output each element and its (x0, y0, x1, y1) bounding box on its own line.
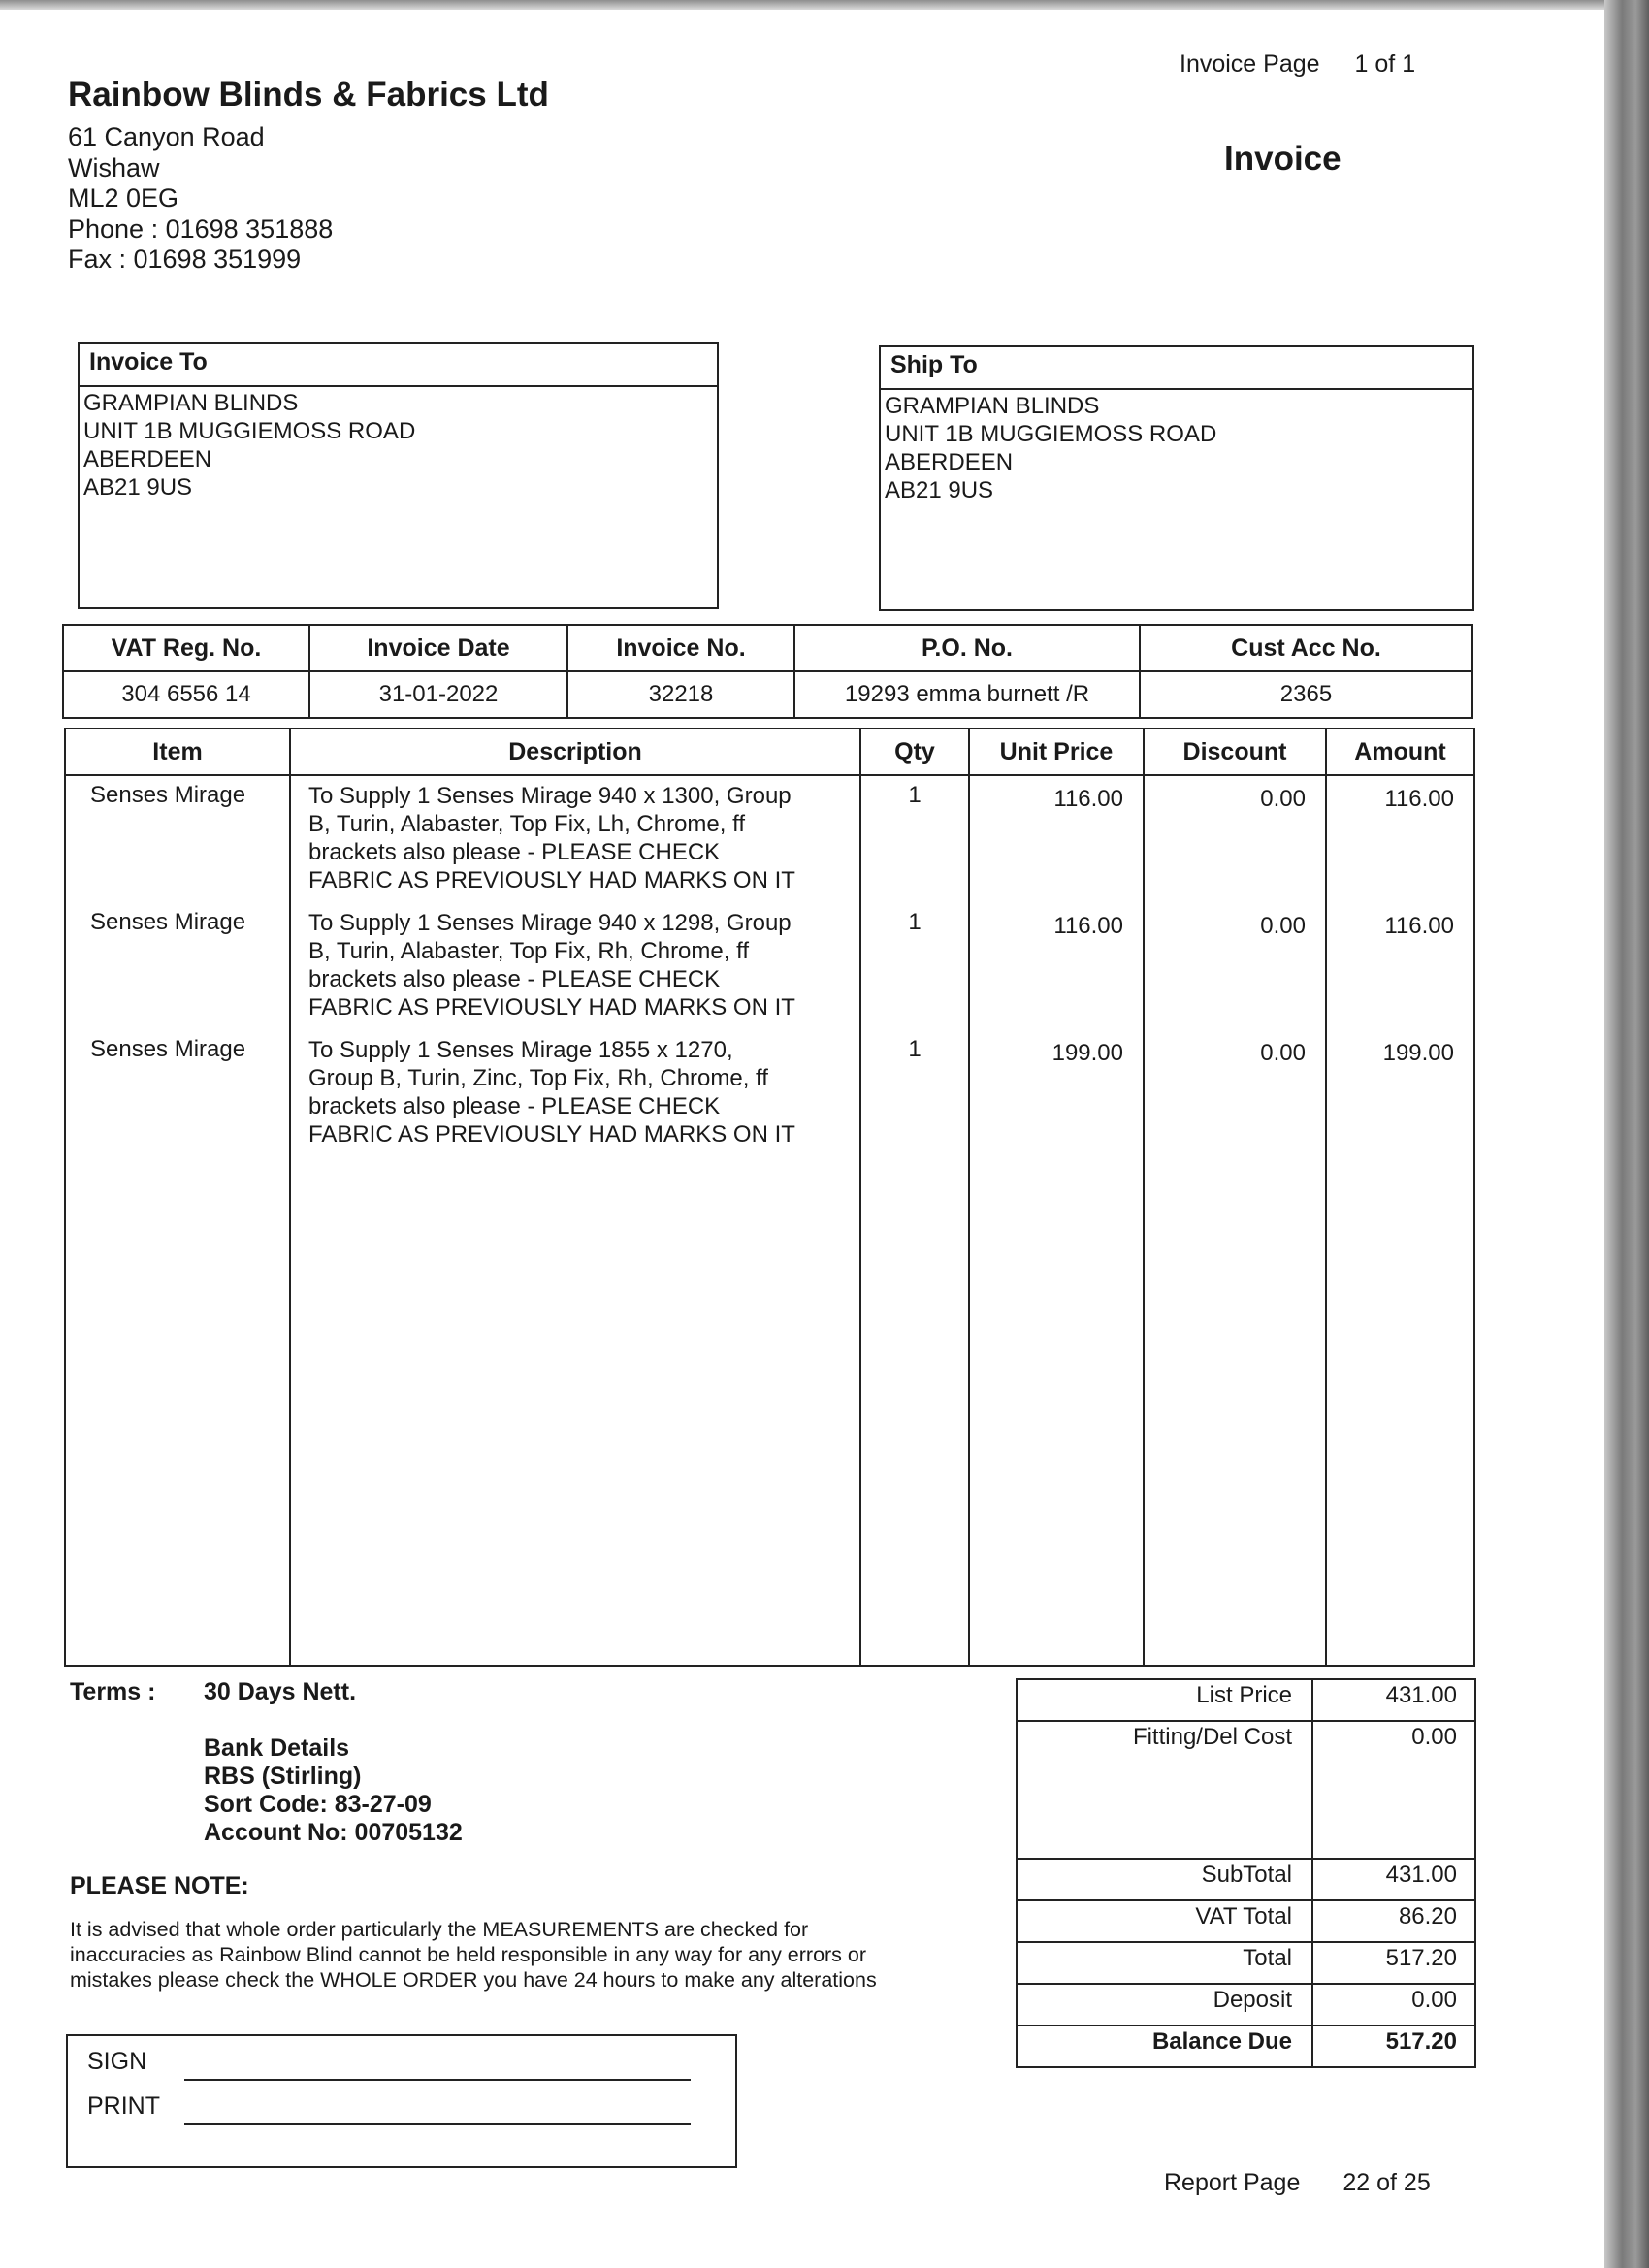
qty-column (860, 775, 969, 1666)
note-line: inaccuracies as Rainbow Blind cannot be held responsible in any way for any errors or (70, 1943, 867, 1966)
total-value: 517.20 (1312, 1942, 1475, 1984)
invoice-date-header: Invoice Date (309, 625, 567, 671)
description-line: brackets also please - PLEASE CHECK (308, 839, 721, 865)
page-value: 1 of 1 (1354, 50, 1416, 78)
ship-to-box (879, 345, 1474, 611)
vat-reg-value: 304 6556 14 (63, 671, 309, 718)
table-row-amount: 116.00 (1384, 913, 1454, 939)
table-row-item: Senses Mirage (90, 909, 246, 935)
invoice-page-indicator (1180, 50, 1415, 79)
account-number: Account No: 00705132 (204, 1819, 463, 1846)
list-price-value: 431.00 (1312, 1679, 1475, 1721)
scan-shadow-top (0, 0, 1649, 10)
table-row-discount: 0.00 (1260, 786, 1306, 812)
ship-to-line: GRAMPIAN BLINDS (885, 393, 1100, 419)
totals-row (1017, 1984, 1475, 2025)
total-label: Total (1017, 1942, 1312, 1984)
bank-name: RBS (Stirling) (204, 1763, 362, 1790)
description-line: B, Turin, Alabaster, Top Fix, Rh, Chrome, ff (308, 938, 749, 964)
invoice-to-heading: Invoice To (80, 344, 717, 387)
table-row-amount: 116.00 (1384, 786, 1454, 812)
sign-line[interactable] (184, 2079, 691, 2081)
print-line[interactable] (184, 2123, 691, 2125)
qty-header: Qty (860, 729, 969, 775)
sign-label: SIGN (87, 2048, 147, 2075)
description-line: To Supply 1 Senses Mirage 940 x 1298, Group (308, 910, 792, 936)
description-line: brackets also please - PLEASE CHECK (308, 966, 721, 992)
invoice-to-line: UNIT 1B MUGGIEMOSS ROAD (83, 418, 416, 444)
invoice-meta-table (62, 624, 1473, 719)
deposit-label: Deposit (1017, 1984, 1312, 2025)
table-row-discount: 0.00 (1260, 913, 1306, 939)
invoice-to-line: GRAMPIAN BLINDS (83, 390, 299, 416)
ship-to-line: AB21 9US (885, 477, 994, 503)
description-header: Description (290, 729, 860, 775)
deposit-value: 0.00 (1312, 1984, 1475, 2025)
totals-table (1016, 1678, 1476, 2068)
table-row-amount: 199.00 (1382, 1040, 1454, 1066)
vat-reg-header: VAT Reg. No. (63, 625, 309, 671)
cust-acc-value: 2365 (1140, 671, 1472, 718)
company-phone: Phone : 01698 351888 (68, 213, 334, 243)
table-row-description (291, 903, 859, 1030)
amount-header: Amount (1326, 729, 1474, 775)
discount-column (1144, 775, 1326, 1666)
totals-row (1017, 1859, 1475, 1900)
bank-details (204, 1734, 463, 1847)
signature-box (66, 2034, 737, 2168)
fitting-del-value: 0.00 (1312, 1721, 1475, 1859)
list-price-label: List Price (1017, 1679, 1312, 1721)
ship-to-address (881, 390, 1472, 506)
subtotal-value: 431.00 (1312, 1859, 1475, 1900)
line-items-table (64, 728, 1475, 1667)
unit-price-column (969, 775, 1144, 1666)
subtotal-label: SubTotal (1017, 1859, 1312, 1900)
vat-total-value: 86.20 (1312, 1900, 1475, 1942)
totals-row (1017, 1679, 1475, 1721)
address-line: 61 Canyon Road (68, 122, 265, 151)
address-line: Wishaw (68, 152, 160, 182)
item-column (65, 775, 290, 1666)
report-page-label: Report Page (1164, 2169, 1301, 2196)
item-header: Item (65, 729, 290, 775)
fitting-del-label: Fitting/Del Cost (1017, 1721, 1312, 1859)
scan-shadow-edge (1604, 0, 1649, 2268)
table-row-unit-price: 116.00 (1053, 786, 1123, 812)
please-note-text (70, 1917, 982, 1993)
invoice-to-address (80, 387, 717, 503)
company-fax: Fax : 01698 351999 (68, 244, 302, 274)
invoice-to-line: AB21 9US (83, 474, 193, 501)
company-name: Rainbow Blinds & Fabrics Ltd (68, 76, 549, 113)
table-row-description (291, 776, 859, 903)
company-address (68, 122, 333, 275)
description-line: FABRIC AS PREVIOUSLY HAD MARKS ON IT (308, 867, 795, 893)
document-title: Invoice (1224, 140, 1342, 178)
invoice-date-value: 31-01-2022 (309, 671, 567, 718)
totals-row (1017, 1900, 1475, 1942)
discount-header: Discount (1144, 729, 1326, 775)
table-row-qty: 1 (908, 909, 922, 935)
totals-row (1017, 1942, 1475, 1984)
address-line: ML2 0EG (68, 183, 179, 212)
table-row-item: Senses Mirage (90, 782, 246, 808)
po-no-value: 19293 emma burnett /R (794, 671, 1140, 718)
sort-code: Sort Code: 83-27-09 (204, 1791, 432, 1818)
invoice-no-value: 32218 (567, 671, 794, 718)
description-column (290, 775, 860, 1666)
description-line: To Supply 1 Senses Mirage 1855 x 1270, (308, 1037, 733, 1063)
bank-details-heading: Bank Details (204, 1734, 350, 1762)
note-line: It is advised that whole order particularly the MEASUREMENTS are checked for (70, 1918, 809, 1941)
note-line: mistakes please check the WHOLE ORDER you have 24 hours to make any alterations (70, 1968, 877, 1992)
terms-value: 30 Days Nett. (204, 1678, 357, 1705)
table-row-description (291, 1030, 859, 1157)
report-page-indicator (1164, 2169, 1431, 2197)
balance-due-label: Balance Due (1017, 2025, 1312, 2067)
ship-to-line: ABERDEEN (885, 449, 1014, 475)
table-row-unit-price: 116.00 (1053, 913, 1123, 939)
cust-acc-header: Cust Acc No. (1140, 625, 1472, 671)
table-row-unit-price: 199.00 (1051, 1040, 1123, 1066)
vat-total-label: VAT Total (1017, 1900, 1312, 1942)
amount-column (1326, 775, 1474, 1666)
table-row-item: Senses Mirage (90, 1036, 246, 1062)
ship-to-heading: Ship To (881, 347, 1472, 390)
description-line: To Supply 1 Senses Mirage 940 x 1300, Group (308, 783, 792, 809)
invoice-no-header: Invoice No. (567, 625, 794, 671)
totals-row (1017, 2025, 1475, 2067)
unit-price-header: Unit Price (969, 729, 1144, 775)
invoice-to-line: ABERDEEN (83, 446, 212, 472)
description-line: FABRIC AS PREVIOUSLY HAD MARKS ON IT (308, 1121, 795, 1148)
invoice-to-box (78, 342, 719, 609)
print-label: PRINT (87, 2092, 160, 2120)
totals-row (1017, 1721, 1475, 1859)
description-line: B, Turin, Alabaster, Top Fix, Lh, Chrome, ff (308, 811, 745, 837)
po-no-header: P.O. No. (794, 625, 1140, 671)
table-row-discount: 0.00 (1260, 1040, 1306, 1066)
page-label: Invoice Page (1180, 50, 1320, 78)
ship-to-line: UNIT 1B MUGGIEMOSS ROAD (885, 421, 1217, 447)
description-line: brackets also please - PLEASE CHECK (308, 1093, 721, 1119)
please-note-heading: PLEASE NOTE: (70, 1872, 249, 1899)
report-page-value: 22 of 25 (1342, 2169, 1431, 2196)
description-line: FABRIC AS PREVIOUSLY HAD MARKS ON IT (308, 994, 795, 1021)
balance-due-value: 517.20 (1312, 2025, 1475, 2067)
description-line: Group B, Turin, Zinc, Top Fix, Rh, Chrome, ff (308, 1065, 768, 1091)
table-row-qty: 1 (908, 1036, 922, 1062)
table-row-qty: 1 (908, 782, 922, 808)
terms-label: Terms : (70, 1678, 156, 1705)
